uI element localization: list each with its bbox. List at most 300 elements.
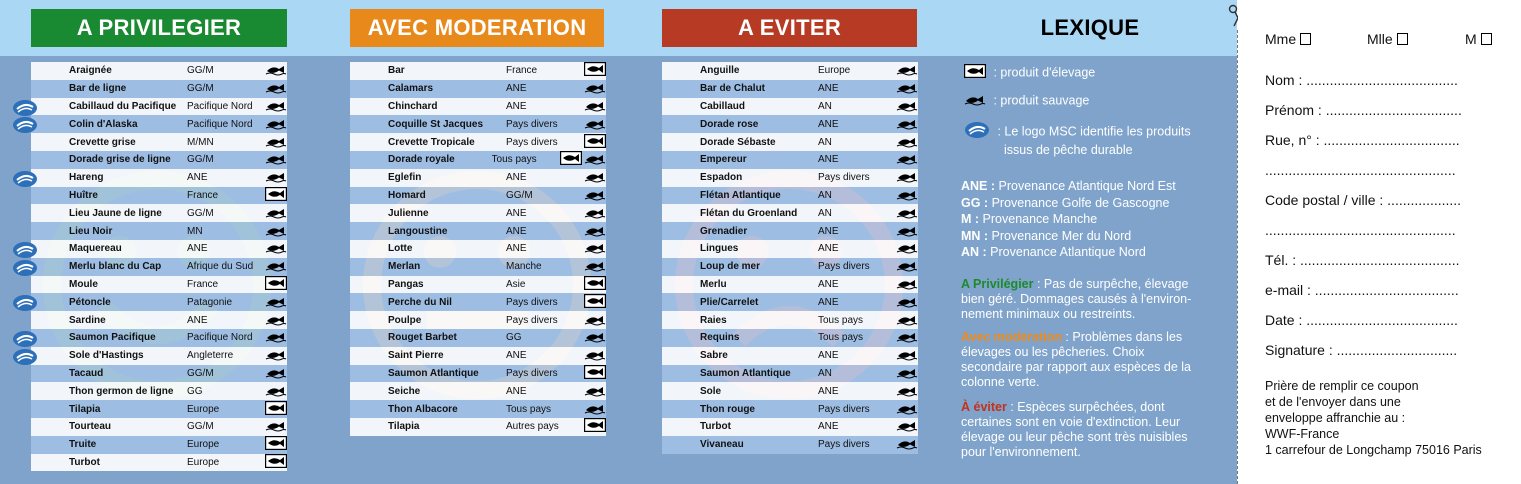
- mlle-checkbox[interactable]: [1397, 33, 1408, 45]
- msc-logo-icon: [964, 121, 990, 143]
- species-name: Grenadier: [700, 225, 748, 237]
- product-type: [896, 347, 918, 364]
- wild-fish-icon: [265, 418, 287, 435]
- species-name: Loup de mer: [700, 261, 761, 273]
- species-provenance: Tous pays: [491, 154, 537, 166]
- species-name: Bar: [388, 65, 405, 77]
- wild-fish-icon: [896, 383, 918, 400]
- product-type: [265, 223, 287, 240]
- product-type: [265, 418, 287, 435]
- wild-fish-icon: [896, 134, 918, 151]
- table-row: [662, 382, 918, 400]
- wild-fish-icon: [584, 223, 606, 240]
- farmed-fish-icon: [560, 151, 582, 168]
- species-provenance: Europe: [818, 65, 851, 77]
- coupon-note-line: et de l'envoyer dans une: [1265, 395, 1401, 409]
- product-type: [896, 134, 918, 151]
- product-type: [265, 401, 287, 418]
- product-type: [896, 223, 918, 240]
- species-provenance: France: [506, 65, 538, 77]
- species-provenance: M/MN: [187, 136, 214, 148]
- product-type: [265, 62, 287, 79]
- species-provenance: Tous pays: [506, 403, 552, 415]
- farmed-fish-icon: [265, 276, 287, 293]
- product-type: [584, 187, 606, 204]
- wild-fish-icon: [584, 98, 606, 115]
- table-row: [31, 204, 287, 222]
- species-name: Plie/Carrelet: [700, 296, 759, 308]
- nom-field[interactable]: Nom : .......................................: [1265, 72, 1458, 88]
- species-provenance: ANE: [818, 83, 839, 95]
- species-name: Sole d'Hastings: [69, 350, 144, 362]
- table-row: [662, 311, 918, 329]
- email-field[interactable]: e-mail : .....................................: [1265, 282, 1459, 298]
- species-name: Flétan Atlantique: [700, 189, 781, 201]
- table-row: [350, 115, 606, 133]
- species-name: Dorade rose: [700, 118, 759, 130]
- species-name: Thon rouge: [700, 403, 755, 415]
- wild-fish-icon: [896, 187, 918, 204]
- product-type: [896, 436, 918, 453]
- header-eviter: A EVITER: [662, 9, 917, 47]
- wild-fish-icon: [584, 205, 606, 222]
- table-row: [31, 276, 287, 294]
- provenance-label: Provenance Mer du Nord: [988, 228, 1132, 243]
- legend-sauvage: [964, 92, 1089, 110]
- provenance-label: Provenance Manche: [979, 212, 1098, 226]
- wild-fish-icon: [584, 187, 606, 204]
- wild-fish-icon: [584, 329, 606, 346]
- species-provenance: GG/M: [187, 421, 214, 433]
- code-postal-field-line2[interactable]: .................................................: [1265, 222, 1456, 238]
- table-row: [31, 80, 287, 98]
- product-type: [265, 294, 287, 311]
- species-name: Tilapia: [388, 421, 420, 433]
- species-name: Poulpe: [388, 314, 422, 326]
- species-provenance: ANE: [187, 172, 208, 184]
- table-row: [662, 98, 918, 116]
- species-name: Merlan: [388, 261, 421, 273]
- coupon-note-line: Prière de remplir ce coupon: [1265, 379, 1419, 393]
- wild-fish-icon: [265, 365, 287, 382]
- table-privilegier: [31, 62, 287, 471]
- product-type: [265, 80, 287, 97]
- wild-fish-icon: [584, 169, 606, 186]
- table-eviter: [662, 62, 918, 454]
- species-provenance: Pays divers: [506, 367, 558, 379]
- species-provenance: Pays divers: [818, 261, 870, 273]
- species-provenance: GG/M: [187, 154, 214, 166]
- product-type: [584, 134, 606, 151]
- legend-privilegier: [961, 277, 1207, 322]
- species-provenance: AN: [818, 189, 832, 201]
- title-mme-option[interactable]: [1265, 31, 1311, 47]
- species-name: Cabillaud du Pacifique: [69, 100, 177, 112]
- farmed-fish-icon: [584, 276, 606, 293]
- legend-sauvage-text: : produit sauvage: [993, 93, 1090, 108]
- species-provenance: Pays divers: [506, 296, 558, 308]
- product-type: [584, 205, 606, 222]
- msc-logo-icon: [12, 241, 34, 256]
- coupon-form: [1238, 0, 1521, 484]
- species-name: Tourteau: [69, 421, 112, 433]
- mme-checkbox[interactable]: [1300, 33, 1311, 45]
- species-name: Eglefin: [388, 172, 422, 184]
- wild-fish-icon: [584, 116, 606, 133]
- table-row: [31, 418, 287, 436]
- product-type: [265, 276, 287, 293]
- species-name: Crevette Tropicale: [388, 136, 475, 148]
- table-row: [662, 133, 918, 151]
- product-type: [896, 294, 918, 311]
- table-row: [31, 329, 287, 347]
- product-type: [265, 436, 287, 453]
- product-type: [265, 151, 287, 168]
- title-m-option[interactable]: [1465, 31, 1492, 47]
- table-row: [350, 62, 606, 80]
- provenance-code: ANE :: [961, 179, 996, 193]
- species-name: Rouget Barbet: [388, 332, 457, 344]
- product-type: [584, 294, 606, 311]
- species-provenance: ANE: [506, 243, 527, 255]
- species-name: Saumon Atlantique: [700, 367, 791, 379]
- date-field[interactable]: Date : .......................................: [1265, 312, 1458, 328]
- legend-moderation-title: Avec modération: [961, 330, 1062, 344]
- product-type: [896, 258, 918, 275]
- species-provenance: Angleterre: [187, 350, 234, 362]
- msc-logo-icon: [12, 99, 34, 114]
- species-name: Turbot: [69, 456, 100, 468]
- product-type: [265, 365, 287, 382]
- species-name: Sardine: [69, 314, 106, 326]
- product-type: [584, 169, 606, 186]
- wild-fish-icon: [265, 347, 287, 364]
- code-postal-field[interactable]: Code postal / ville : ...................: [1265, 192, 1462, 208]
- species-provenance: ANE: [818, 278, 839, 290]
- table-row: [350, 258, 606, 276]
- table-row: [31, 436, 287, 454]
- species-name: Crevette grise: [69, 136, 136, 148]
- species-provenance: Autres pays: [506, 421, 559, 433]
- wild-fish-icon: [584, 80, 606, 97]
- rue-field[interactable]: Rue, n° : ...................................: [1265, 132, 1460, 148]
- product-type: [896, 365, 918, 382]
- species-provenance: AN: [818, 207, 832, 219]
- table-row: [31, 187, 287, 205]
- product-type: [896, 240, 918, 257]
- species-name: Anguille: [700, 65, 740, 77]
- species-name: Dorade grise de ligne: [69, 154, 171, 166]
- species-provenance: France: [187, 189, 219, 201]
- header-moderation: AVEC MODERATION: [350, 9, 604, 47]
- farmed-fish-icon: [265, 454, 287, 471]
- provenance-code-item: [961, 228, 1176, 245]
- table-row: [350, 329, 606, 347]
- coupon-note-line: 1 carrefour de Longchamp 75016 Paris: [1265, 443, 1482, 457]
- species-provenance: ANE: [818, 225, 839, 237]
- species-name: Truite: [69, 439, 97, 451]
- provenance-code: MN :: [961, 228, 989, 243]
- provenance-code: AN :: [961, 245, 987, 259]
- table-row: [350, 311, 606, 329]
- table-row: [350, 293, 606, 311]
- product-type: [584, 329, 606, 346]
- wild-fish-icon: [896, 169, 918, 186]
- product-type: [584, 116, 606, 133]
- species-provenance: ANE: [506, 172, 527, 184]
- wild-fish-icon: [896, 276, 918, 293]
- wild-fish-icon: [584, 383, 606, 400]
- product-type: [896, 418, 918, 435]
- product-type: [896, 401, 918, 418]
- table-moderation: [350, 62, 606, 436]
- wild-fish-icon: [896, 98, 918, 115]
- table-row: [662, 293, 918, 311]
- table-row: [31, 293, 287, 311]
- species-name: Moule: [69, 278, 98, 290]
- wild-fish-icon: [265, 223, 287, 240]
- table-row: [31, 454, 287, 472]
- species-provenance: AN: [818, 136, 832, 148]
- product-type: [265, 187, 287, 204]
- species-provenance: ANE: [506, 225, 527, 237]
- wild-fish-icon: [265, 98, 287, 115]
- table-row: [350, 187, 606, 205]
- header-privilegier: A PRIVILEGIER: [31, 9, 287, 47]
- species-provenance: ANE: [187, 314, 208, 326]
- table-row: [31, 151, 287, 169]
- wild-fish-icon: [896, 223, 918, 240]
- species-provenance: ANE: [506, 83, 527, 95]
- product-type: [560, 151, 606, 168]
- wild-fish-icon: [265, 258, 287, 275]
- legend-msc-text: : Le logo MSC identifie les produits: [997, 124, 1191, 139]
- table-row: [31, 311, 287, 329]
- species-name: Requins: [700, 332, 740, 344]
- product-type: [896, 187, 918, 204]
- wild-fish-icon: [265, 169, 287, 186]
- table-row: [662, 436, 918, 454]
- table-row: [662, 329, 918, 347]
- wild-fish-icon: [896, 401, 918, 418]
- coupon-note: [1265, 378, 1482, 458]
- provenance-code-item: [961, 178, 1176, 195]
- table-row: [662, 187, 918, 205]
- species-name: Seiche: [388, 385, 421, 397]
- species-provenance: Afrique du Sud: [187, 261, 254, 273]
- species-provenance: GG/M: [187, 83, 214, 95]
- table-row: [662, 169, 918, 187]
- wild-fish-icon: [896, 365, 918, 382]
- signature-field[interactable]: Signature : ...............................: [1265, 342, 1458, 358]
- product-type: [584, 383, 606, 400]
- species-name: Coquille St Jacques: [388, 118, 484, 130]
- product-type: [584, 258, 606, 275]
- legend-moderation: [961, 330, 1207, 390]
- species-name: Maquereau: [69, 243, 122, 255]
- table-row: [350, 400, 606, 418]
- wild-fish-icon: [896, 205, 918, 222]
- product-type: [896, 312, 918, 329]
- product-type: [265, 454, 287, 471]
- species-provenance: AN: [818, 100, 832, 112]
- table-row: [31, 169, 287, 187]
- species-name: Thon germon de ligne: [69, 385, 174, 397]
- product-type: [584, 401, 606, 418]
- table-row: [662, 347, 918, 365]
- wild-fish-icon: [265, 329, 287, 346]
- species-provenance: Pays divers: [506, 136, 558, 148]
- species-provenance: GG: [506, 332, 522, 344]
- provenance-label: Provenance Atlantique Nord Est: [995, 179, 1176, 193]
- table-row: [350, 98, 606, 116]
- wild-fish-icon: [584, 401, 606, 418]
- provenance-code-item: [961, 195, 1176, 212]
- legend-eviter-text: : Espèces surpêchées, dont certaines sont en voie d'extinction. Leur élevage ou leur pêche sont très nuisibles pour l'environnement.: [961, 400, 1188, 459]
- species-name: Espadon: [700, 172, 743, 184]
- msc-logo-icon: [12, 348, 34, 363]
- farmed-fish-icon: [265, 187, 287, 204]
- table-row: [662, 400, 918, 418]
- species-provenance: GG/M: [187, 367, 214, 379]
- species-provenance: MN: [187, 225, 203, 237]
- table-row: [350, 347, 606, 365]
- species-name: Pétoncle: [69, 296, 111, 308]
- m-checkbox[interactable]: [1481, 33, 1492, 45]
- product-type: [896, 383, 918, 400]
- wild-fish-icon: [896, 418, 918, 435]
- table-row: [662, 151, 918, 169]
- species-provenance: Pacifique Nord: [187, 332, 253, 344]
- provenance-label: Provenance Atlantique Nord: [986, 245, 1146, 259]
- species-name: Lieu Jaune de ligne: [69, 207, 162, 219]
- product-type: [584, 223, 606, 240]
- wild-fish-icon: [896, 312, 918, 329]
- wild-fish-icon: [584, 312, 606, 329]
- table-row: [662, 222, 918, 240]
- legend-msc: [964, 121, 1191, 158]
- species-name: Flétan du Groenland: [700, 207, 798, 219]
- wild-fish-icon: [896, 294, 918, 311]
- species-provenance: ANE: [818, 296, 839, 308]
- species-provenance: ANE: [506, 350, 527, 362]
- product-type: [584, 240, 606, 257]
- species-provenance: Pays divers: [506, 118, 558, 130]
- product-type: [584, 312, 606, 329]
- species-name: Lieu Noir: [69, 225, 113, 237]
- farmed-fish-icon: [584, 418, 606, 435]
- wild-fish-icon: [964, 92, 986, 110]
- product-type: [584, 365, 606, 382]
- species-provenance: Europe: [187, 456, 220, 468]
- wild-fish-icon: [896, 62, 918, 79]
- species-provenance: GG/M: [506, 189, 533, 201]
- prenom-field[interactable]: Prénom : ...................................: [1265, 102, 1462, 118]
- table-row: [662, 276, 918, 294]
- msc-logo-icon: [12, 330, 34, 345]
- table-row: [31, 382, 287, 400]
- species-name: Saumon Atlantique: [388, 367, 479, 379]
- wild-fish-icon: [265, 134, 287, 151]
- product-type: [265, 312, 287, 329]
- product-type: [265, 98, 287, 115]
- legend-privilegier-text: : Pas de surpêche, élevage bien géré. Dommages causés à l'environ-nement minimaux ou restreints.: [961, 277, 1192, 321]
- product-type: [584, 347, 606, 364]
- species-name: Pangas: [388, 278, 424, 290]
- species-provenance: Pays divers: [506, 314, 558, 326]
- title-m-label: M: [1465, 31, 1477, 47]
- wild-fish-icon: [265, 312, 287, 329]
- farmed-fish-icon: [265, 401, 287, 418]
- msc-logo-icon: [12, 259, 34, 274]
- legend-moderation-text: : Problèmes dans les élevages ou les pêcheries. Choix secondaire par rapport aux espèces de la colonne verte.: [961, 330, 1192, 389]
- species-provenance: Europe: [187, 403, 220, 415]
- wild-fish-icon: [265, 151, 287, 168]
- wild-fish-icon: [265, 383, 287, 400]
- title-mlle-option[interactable]: [1367, 31, 1408, 47]
- wild-fish-icon: [265, 116, 287, 133]
- species-name: Raies: [700, 314, 727, 326]
- table-row: [31, 62, 287, 80]
- table-row: [662, 365, 918, 383]
- product-type: [265, 116, 287, 133]
- product-type: [896, 276, 918, 293]
- legend-msc-text-2: issus de pêche durable: [1004, 143, 1133, 157]
- table-row: [662, 115, 918, 133]
- title-mlle-label: Mlle: [1367, 31, 1393, 47]
- species-name: Lingues: [700, 243, 739, 255]
- rue-field-line2[interactable]: .................................................: [1265, 162, 1456, 178]
- wild-fish-icon: [896, 116, 918, 133]
- product-type: [896, 98, 918, 115]
- coupon-note-line: enveloppe affranchie au :: [1265, 411, 1406, 425]
- species-provenance: ANE: [818, 385, 839, 397]
- species-provenance: ANE: [506, 100, 527, 112]
- wild-fish-icon: [896, 329, 918, 346]
- farmed-fish-icon: [584, 294, 606, 311]
- table-row: [350, 151, 606, 169]
- species-name: Bar de ligne: [69, 83, 127, 95]
- wild-fish-icon: [265, 80, 287, 97]
- table-row: [350, 222, 606, 240]
- table-row: [662, 62, 918, 80]
- product-type: [265, 383, 287, 400]
- farmed-fish-icon: [584, 365, 606, 382]
- product-type: [896, 329, 918, 346]
- table-row: [662, 80, 918, 98]
- tel-field[interactable]: Tél. : .........................................: [1265, 252, 1460, 268]
- table-row: [31, 365, 287, 383]
- product-type: [896, 169, 918, 186]
- species-name: Tilapia: [69, 403, 101, 415]
- product-type: [584, 98, 606, 115]
- species-provenance: ANE: [818, 243, 839, 255]
- provenance-code: GG :: [961, 195, 989, 210]
- species-provenance: ANE: [506, 385, 527, 397]
- wild-fish-icon: [896, 151, 918, 168]
- species-name: Dorade Sébaste: [700, 136, 776, 148]
- wild-fish-icon: [584, 240, 606, 257]
- product-type: [584, 80, 606, 97]
- species-provenance: AN: [818, 367, 832, 379]
- table-row: [31, 400, 287, 418]
- msc-logo-icon: [12, 116, 34, 131]
- species-name: Bar de Chalut: [700, 83, 766, 95]
- wild-fish-icon: [265, 62, 287, 79]
- species-name: Lotte: [388, 243, 413, 255]
- species-provenance: Pacifique Nord: [187, 118, 253, 130]
- species-provenance: Pays divers: [818, 439, 870, 451]
